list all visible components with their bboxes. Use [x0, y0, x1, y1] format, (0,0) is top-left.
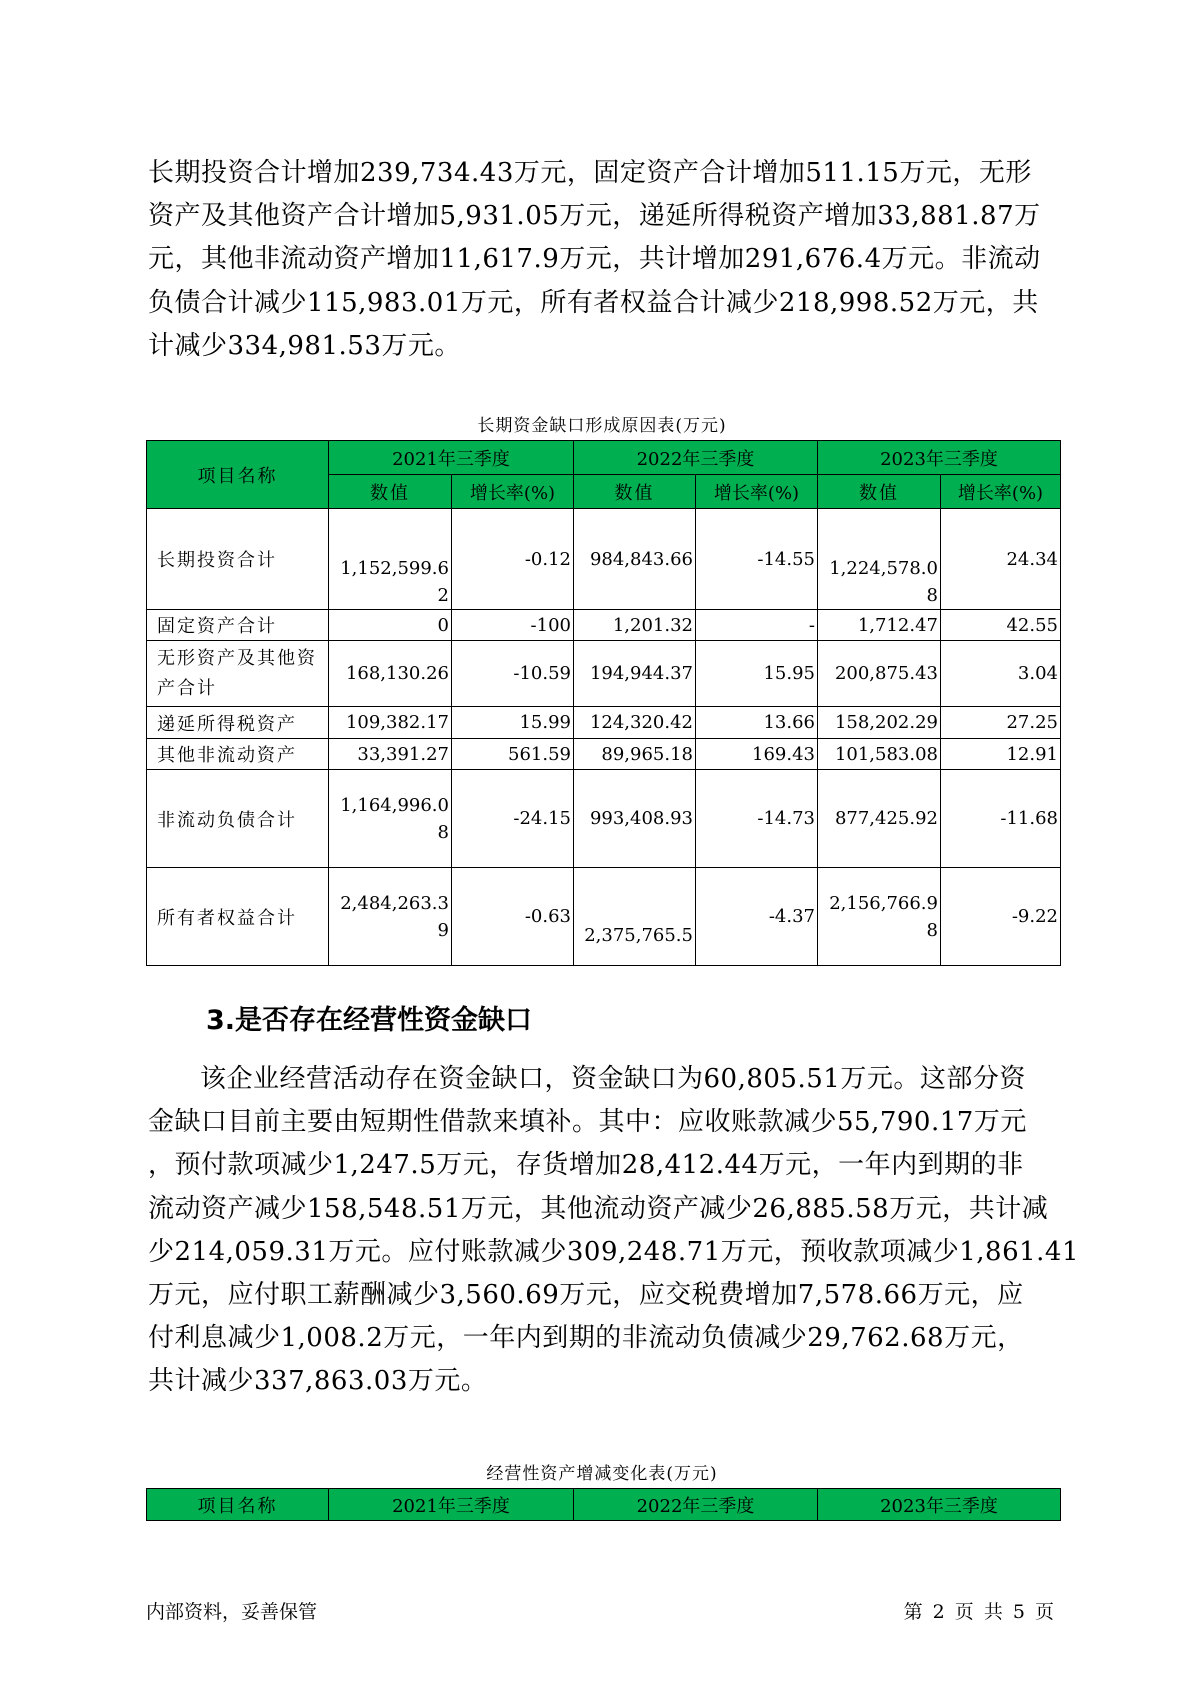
operating-assets-table — [146, 1488, 1061, 1521]
cell-growth-2021: -10.59 — [452, 641, 574, 707]
cell-value-2023: 158,202.29 — [818, 707, 941, 739]
section3-line: ，预付款项减少1,247.5万元，存货增加28,412.44万元，一年内到期的非 — [148, 1150, 1024, 1181]
header-item-name: 项目名称 — [147, 1489, 329, 1521]
cell-value-2022: 993,408.93 — [574, 770, 696, 868]
intro-line: 负债合计减少115,983.01万元，所有者权益合计减少218,998.52万元，共 — [148, 287, 1039, 318]
cell-value-2023: 1,712.47 — [818, 610, 941, 641]
cell-growth-2023: 3.04 — [941, 641, 1061, 707]
section3-line: 该企业经营活动存在资金缺口，资金缺口为60,805.51万元。这部分资 — [200, 1064, 1026, 1094]
row-name: 非流动负债合计 — [147, 770, 329, 868]
cell-growth-2022: 15.95 — [696, 641, 818, 707]
cell-value-2021: 2,484,263.39 — [329, 868, 452, 966]
intro-line: 资产及其他资产合计增加5,931.05万元，递延所得税资产增加33,881.87万 — [148, 201, 1041, 232]
cell-value-2022: 1,201.32 — [574, 610, 696, 641]
cell-value-2022: 89,965.18 — [574, 739, 696, 770]
section-heading: 3.是否存在经营性资金缺口 — [206, 1005, 533, 1036]
cell-value-2022: 124,320.42 — [574, 707, 696, 739]
section3-line: 共计减少337,863.03万元。 — [148, 1366, 488, 1397]
cell-value-2021: 0 — [329, 610, 452, 641]
header-period-2023: 2023年三季度 — [818, 1489, 1061, 1521]
table-row — [147, 868, 1061, 966]
intro-line: 长期投资合计增加239,734.43万元，固定资产合计增加511.15万元，无形 — [148, 158, 1032, 188]
subheader-growth: 增长率(%) — [696, 475, 818, 509]
subheader-value: 数值 — [329, 475, 452, 509]
cell-growth-2021: 561.59 — [452, 739, 574, 770]
footer-page-number: 第 2 页 共 5 页 — [903, 1601, 1054, 1623]
subheader-growth: 增长率(%) — [941, 475, 1061, 509]
row-name: 固定资产合计 — [147, 610, 329, 641]
section3-line: 付利息减少1,008.2万元，一年内到期的非流动负债减少29,762.68万元， — [148, 1323, 1024, 1354]
subheader-growth: 增长率(%) — [452, 475, 574, 509]
section3-line: 金缺口目前主要由短期性借款来填补。其中：应收账款减少55,790.17万元 — [148, 1107, 1027, 1138]
cell-value-2021: 168,130.26 — [329, 641, 452, 707]
table1-caption: 长期资金缺口形成原因表(万元) — [477, 416, 727, 436]
section3-line: 万元，应付职工薪酬减少3,560.69万元，应交税费增加7,578.66万元，应 — [148, 1280, 1024, 1311]
table-row — [147, 610, 1061, 641]
cell-growth-2021: -0.63 — [452, 868, 574, 966]
cell-value-2022: 2,375,765.5 — [574, 868, 696, 966]
section3-paragraph — [148, 1058, 1080, 1404]
table1-header-row — [147, 441, 1061, 475]
cell-growth-2022: 169.43 — [696, 739, 818, 770]
row-name: 递延所得税资产 — [147, 707, 329, 739]
cell-growth-2021: -0.12 — [452, 509, 574, 610]
table-row — [147, 770, 1061, 868]
intro-paragraph — [148, 152, 1048, 368]
cell-growth-2023: 24.34 — [941, 509, 1061, 610]
cell-growth-2023: 27.25 — [941, 707, 1061, 739]
cell-value-2023: 101,583.08 — [818, 739, 941, 770]
cell-value-2023: 2,156,766.98 — [818, 868, 941, 966]
header-period-2022: 2022年三季度 — [574, 441, 818, 475]
cell-growth-2022: -14.73 — [696, 770, 818, 868]
cell-value-2021: 1,164,996.08 — [329, 770, 452, 868]
header-period-2023: 2023年三季度 — [818, 441, 1061, 475]
cell-value-2022: 984,843.66 — [574, 509, 696, 610]
long-term-gap-table — [146, 440, 1061, 966]
cell-value-2021: 1,152,599.62 — [329, 509, 452, 610]
cell-growth-2023: 12.91 — [941, 739, 1061, 770]
row-name: 长期投资合计 — [147, 509, 329, 610]
intro-line: 元，其他非流动资产增加11,617.9万元，共计增加291,676.4万元。非流动 — [148, 244, 1041, 275]
cell-growth-2021: -100 — [452, 610, 574, 641]
table2-header-row — [147, 1489, 1061, 1521]
cell-growth-2021: 15.99 — [452, 707, 574, 739]
cell-value-2023: 200,875.43 — [818, 641, 941, 707]
row-name: 所有者权益合计 — [147, 868, 329, 966]
header-item-name: 项目名称 — [147, 441, 329, 509]
intro-line: 计减少334,981.53万元。 — [148, 330, 461, 361]
subheader-value: 数值 — [574, 475, 696, 509]
header-period-2021: 2021年三季度 — [329, 441, 574, 475]
cell-growth-2023: -11.68 — [941, 770, 1061, 868]
row-name: 其他非流动资产 — [147, 739, 329, 770]
footer-confidential-note: 内部资料，妥善保管 — [146, 1601, 318, 1623]
header-period-2021: 2021年三季度 — [329, 1489, 574, 1521]
table-row — [147, 739, 1061, 770]
table2-caption: 经营性资产增减变化表(万元) — [486, 1464, 718, 1484]
section3-line: 少214,059.31万元。应付账款减少309,248.71万元，预收款项减少1,861.41 — [148, 1236, 1080, 1267]
cell-value-2022: 194,944.37 — [574, 641, 696, 707]
cell-value-2023: 877,425.92 — [818, 770, 941, 868]
section3-line: 流动资产减少158,548.51万元，其他流动资产减少26,885.58万元，共计减 — [148, 1193, 1049, 1224]
cell-growth-2022: -14.55 — [696, 509, 818, 610]
cell-growth-2022: 13.66 — [696, 707, 818, 739]
cell-growth-2023: -9.22 — [941, 868, 1061, 966]
subheader-value: 数值 — [818, 475, 941, 509]
cell-value-2021: 33,391.27 — [329, 739, 452, 770]
row-name: 无形资产及其他资产合计 — [147, 641, 329, 707]
cell-growth-2022: - — [696, 610, 818, 641]
cell-value-2023: 1,224,578.08 — [818, 509, 941, 610]
cell-value-2021: 109,382.17 — [329, 707, 452, 739]
table-row — [147, 707, 1061, 739]
cell-growth-2021: -24.15 — [452, 770, 574, 868]
table-row — [147, 641, 1061, 707]
cell-growth-2023: 42.55 — [941, 610, 1061, 641]
table-row — [147, 509, 1061, 610]
header-period-2022: 2022年三季度 — [574, 1489, 818, 1521]
cell-growth-2022: -4.37 — [696, 868, 818, 966]
